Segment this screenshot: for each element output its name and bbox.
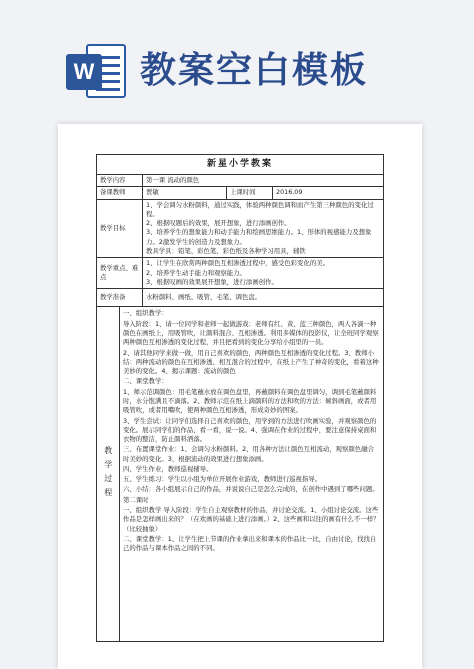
banner [0,0,474,118]
keypoints-label: 教学重点、难点 [97,258,143,288]
prep-label: 教学准备 [97,289,143,306]
class-time-label: 上课时间 [227,187,273,198]
prep-value: 水粉颜料、画纸、吸管、毛笔、调色盘。 [146,293,262,302]
keypoint-item: 3、根据叹画的效果展开想象，进行添画创作。 [146,277,278,286]
lesson-plan-table [96,154,384,642]
word-letter: W [66,54,102,90]
row-process [97,307,383,641]
teaching-content-value: 第一课 流动的颜色 [146,176,200,185]
class-time-value: 2016.09 [276,188,303,197]
process-label-cell [97,307,120,641]
teacher-label: 备课教师 [97,187,143,198]
word-icon [66,40,128,102]
keypoint-item: 2、培养学生动手能力和观察能力。 [146,268,246,277]
teaching-content-label: 教学内容 [97,175,143,186]
goal-item: 3、培养学生的想象能力和动手能力和绘画思维能力。1、形体的视感能力及想象力。2激发学生的创造力及想象力。 [146,228,372,246]
process-item: 三、布置课堂作业：1、会调匀水粉颜料。2、用各种方法让颜色互相流动，观察颜色融合时美妙的变化。3、根据流动的效果进行想象添画。 [123,445,374,463]
process-item: 二、课堂教学：1、让学生把上节课的作业拿出来和课本的作品比一比，自由讨论，找找自己的作品与课本作品之间的不同。 [123,534,377,553]
process-content [120,307,383,641]
process-item: 一、组织教学 导入阶段：学生自主观察教材的作品，并讨论交流。1、小组讨论交流。这些作品是怎样画出来的？（在欢画的基础上进行添画。）2、这些画和以往的画有什么不一样？（比较抽象） [123,506,380,533]
banner-title: 教案空白模板 [140,50,369,91]
process-item: 第二课时 [123,495,149,504]
process-item: 一、组织教学： [123,309,168,318]
process-item: 3、学生尝试：让同学们选择自己喜欢的颜色，用学到的方法进行吹画实验，并观察颜色的变化。展示同学们的作品，看一看，说一说。4、强调在作业的过程中，要注意保持桌面和衣物的整洁，防止颜料洒落。 [123,416,377,444]
process-label: 教学过程 [103,446,113,503]
process-item: 导入阶段：1、请一位同学和老师一起做游戏：老师有红、黄、蓝三种颜色，两人各滴一种颜色在画纸上，用吸管吹，让颜料混合、互相渗透。利用多媒体的投影仪，让全班同学观察两种颜色互相渗透的变化过程，并且把看到的变化分享给小组里的一员。 [123,319,379,347]
goal-item: 1、学会调匀水粉颜料，通过实践，体验两种颜色调和而产生第三种颜色的变化过程。 [146,200,374,218]
process-item: 四、学生作业，教师巡视辅导。 [123,464,213,473]
row-teaching-content [97,175,383,187]
process-item: 五、学生练习：学生以小组为单位开展作业游戏，教师进行巡视指导。 [123,475,322,484]
document-page [58,124,422,669]
goals-list [143,200,383,258]
process-item: 2、请其他同学来做一做，用自己喜欢的颜色，两种颜色互相渗透的变化过程。3、教师小结：两种流动的颜色在互相渗透、相互混合的过程中，在纸上产生了神奇的变化，看着这种美妙的变化。4、揭示课题：流动的颜色 [123,348,379,376]
row-prep [97,289,383,307]
keypoints-list [143,258,383,288]
row-teacher [97,187,383,199]
process-item: 二、课堂教学： [123,377,168,386]
process-item: 1、师示范调颜色：用毛笔蘸水放在调色盘里，再蘸颜料在调色盘里调匀，调到毛笔蘸颜料时，水分饱满且不滴落。2、教师示范在纸上滴颜料的方法和吹的方法：倾斜画面，或者用吸管吹，或者用嘴吹，使两种颜色互相渗透，形成奇妙的图案。 [123,387,377,415]
process-item: 六、小结：各小组展示自己的作品，并说说自己是怎么完成的，在创作中遇到了哪些问题。 [123,485,379,494]
doc-title: 新星小学教案 [97,155,383,175]
goal-item: 2、根据叹题后的效果，展开想象，进行添画创作。 [146,219,291,228]
goal-item: 教具学具：铅笔、彩色笔、彩色纸及各种学习用具，辅铁 [146,247,306,256]
keypoint-item: 1、让学生在欣赏两种颜色互相渗透过程中，感受色彩变化的美。 [146,259,330,268]
goals-label: 教学目标 [97,200,143,258]
row-keypoints [97,258,383,289]
row-goals [97,200,383,259]
teacher-value: 贾敏 [143,187,227,198]
